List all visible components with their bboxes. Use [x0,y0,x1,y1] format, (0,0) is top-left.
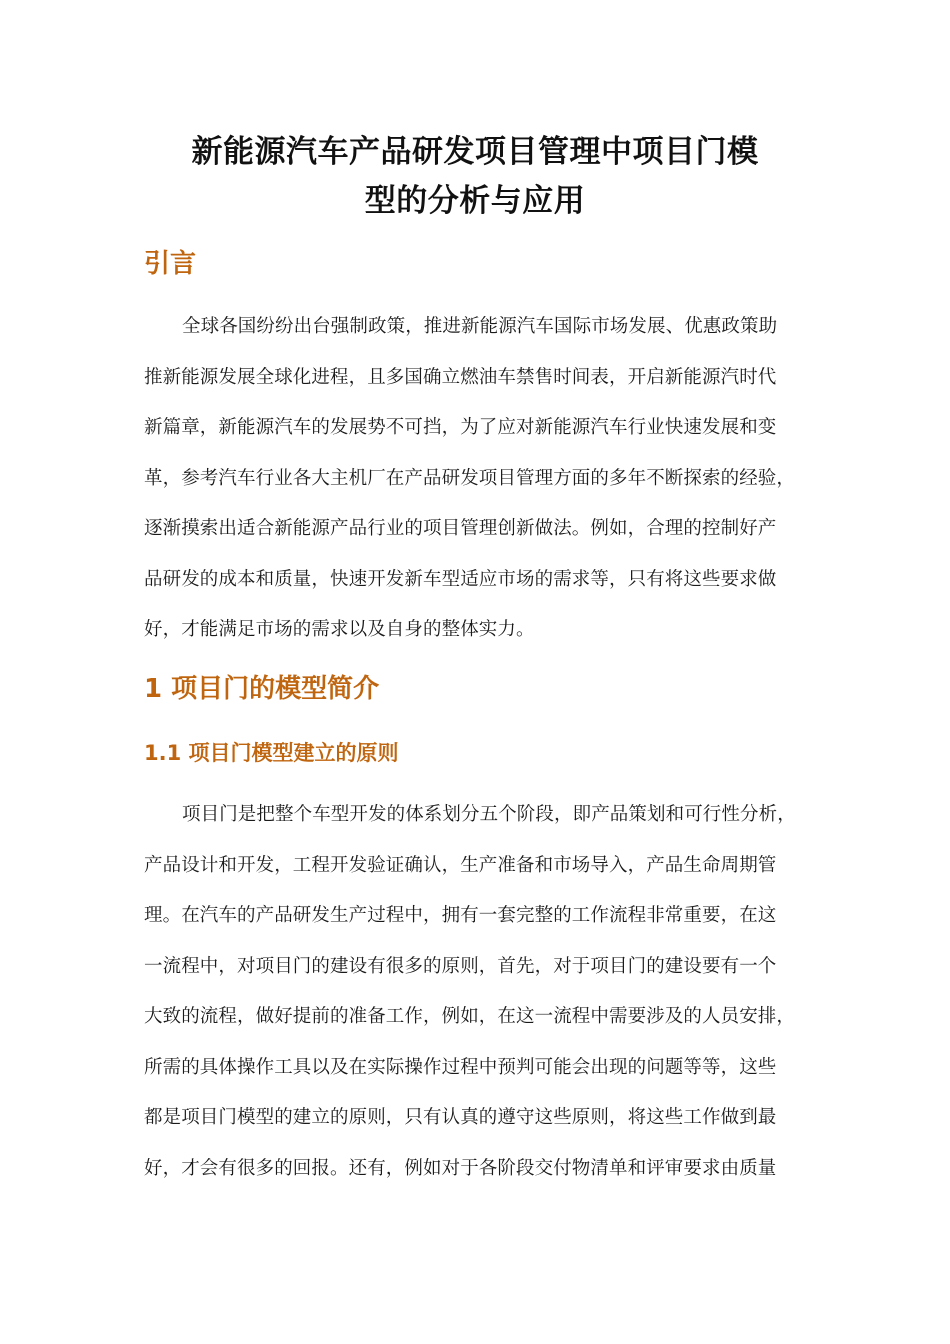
section-heading-1: 1 项目门的模型简介 [144,674,380,704]
section-heading-intro: 引言 [144,249,197,279]
paragraph-line: 产品设计和开发，工程开发验证确认，生产准备和市场导入，产品生命周期管 [144,854,777,876]
intro-paragraph [144,302,820,656]
paragraph-line: 都是项目门模型的建立的原则，只有认真的遵守这些原则，将这些工作做到最 [144,1107,777,1128]
subsection-1-1-paragraph [144,790,820,1194]
paragraph-line: 新篇章，新能源汽车的发展势不可挡，为了应对新能源汽车行业快速发展和变 [144,417,777,438]
paragraph-line: 理。在汽车的产品研发生产过程中，拥有一套完整的工作流程非常重要，在这 [144,905,777,926]
paragraph-line: 逐渐摸索出适合新能源产品行业的项目管理创新做法。例如，合理的控制好产 [144,518,777,539]
title-line-2: 型的分析与应用 [364,183,586,219]
subsection-heading-1-1: 1.1 项目门模型建立的原则 [144,741,399,765]
paragraph-line: 所需的具体操作工具以及在实际操作过程中预判可能会出现的问题等等，这些 [144,1056,777,1078]
paragraph-line: 品研发的成本和质量，快速开发新车型适应市场的需求等，只有将这些要求做 [144,568,777,590]
paragraph-line: 全球各国纷纷出台强制政策，推进新能源汽车国际市场发展、优惠政策助 [182,316,778,337]
paragraph-line: 项目门是把整个车型开发的体系划分五个阶段，即产品策划和可行性分析， [182,804,796,825]
paragraph-line: 推新能源发展全球化进程，且多国确立燃油车禁售时间表，开启新能源汽时代 [144,366,777,388]
title-line-1: 新能源汽车产品研发项目管理中项目门模 [191,134,759,170]
paragraph-line: 革，参考汽车行业各大主机厂在产品研发项目管理方面的多年不断探索的经验， [144,467,796,489]
paragraph-line: 好，才会有很多的回报。还有，例如对于各阶段交付物清单和评审要求由质量 [144,1157,777,1179]
paragraph-line: 好，才能满足市场的需求以及自身的整体实力。 [144,619,535,640]
document-title [120,128,830,226]
paragraph-line: 一流程中，对项目门的建设有很多的原则，首先，对于项目门的建设要有一个 [144,955,777,977]
paragraph-line: 大致的流程，做好提前的准备工作，例如，在这一流程中需要涉及的人员安排， [144,1006,796,1027]
